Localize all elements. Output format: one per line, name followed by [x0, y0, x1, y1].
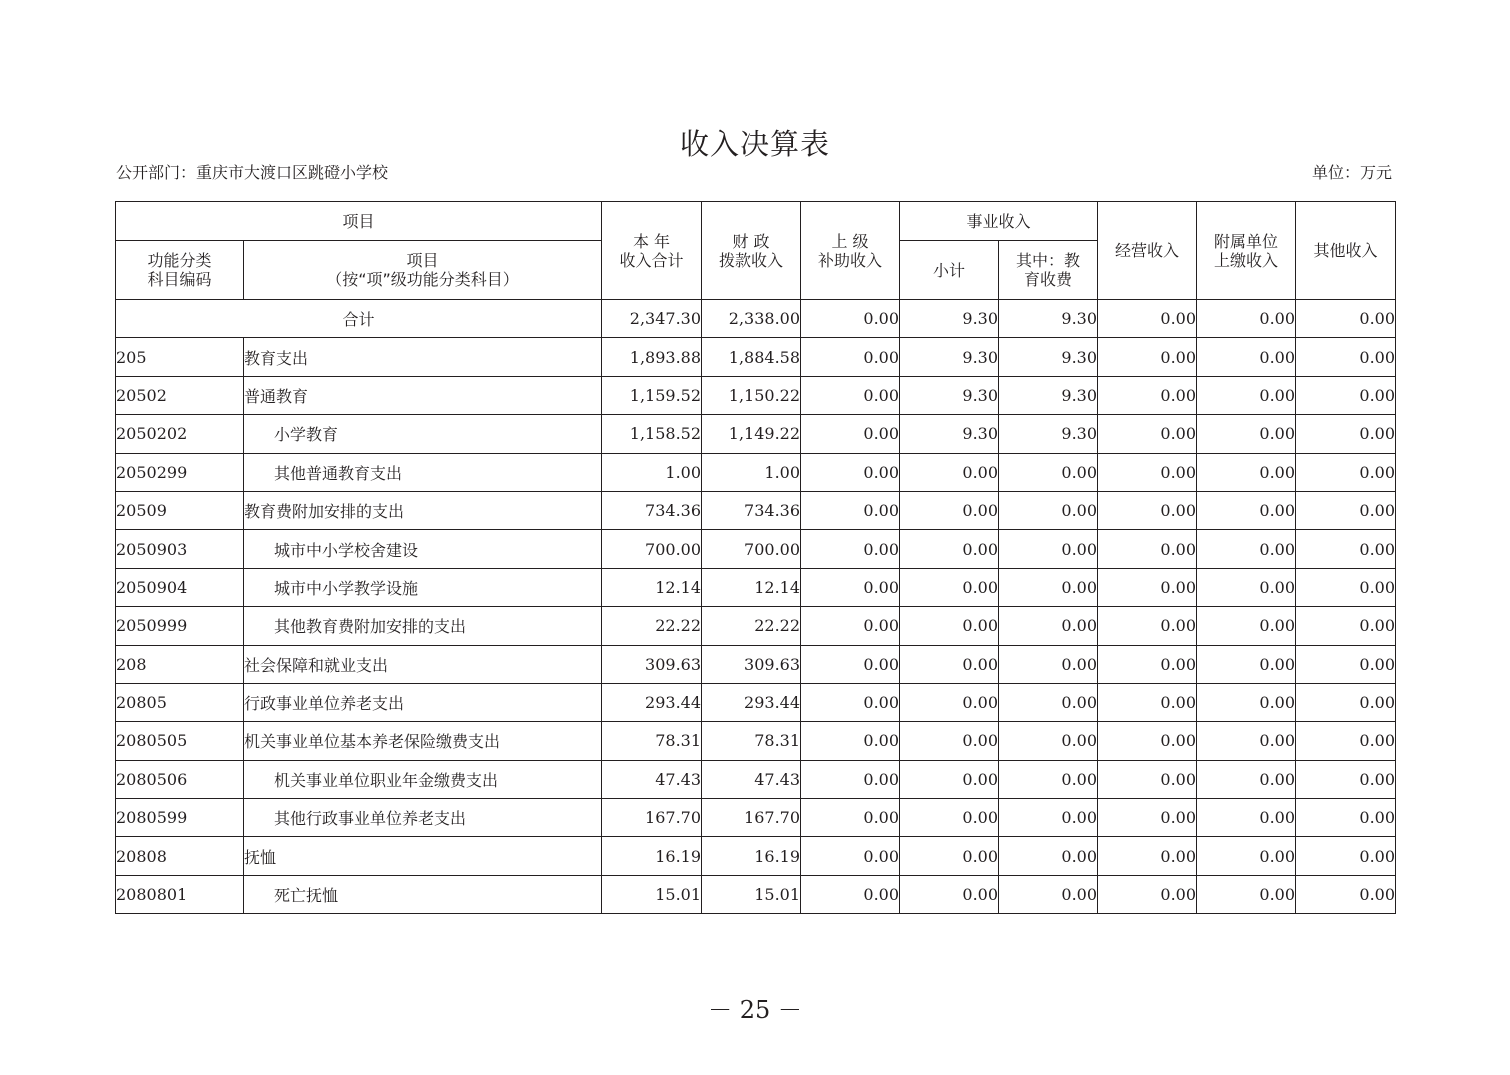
function-code-cell: 20502 — [116, 376, 244, 414]
item-name-cell: 小学教育 — [244, 415, 602, 453]
page-number: － 25 － — [708, 996, 802, 1024]
amount-cell: 12.14 — [602, 568, 702, 606]
amount-cell: 0.00 — [1197, 607, 1296, 645]
amount-cell: 0.00 — [801, 875, 900, 913]
amount-cell: 15.01 — [702, 875, 801, 913]
total-cell: 0.00 — [1296, 300, 1396, 338]
item-name-cell: 普通教育 — [244, 376, 602, 414]
function-code-cell: 208 — [116, 645, 244, 683]
total-cell: 9.30 — [900, 300, 999, 338]
amount-cell: 0.00 — [1296, 645, 1396, 683]
amount-cell: 0.00 — [1098, 376, 1197, 414]
amount-cell: 0.00 — [1197, 837, 1296, 875]
amount-cell: 0.00 — [1098, 491, 1197, 529]
amount-cell: 167.70 — [602, 799, 702, 837]
item-name-cell: 机关事业单位基本养老保险缴费支出 — [244, 722, 602, 760]
total-cell: 9.30 — [999, 300, 1098, 338]
amount-cell: 0.00 — [900, 491, 999, 529]
amount-cell: 15.01 — [602, 875, 702, 913]
function-code-cell: 20808 — [116, 837, 244, 875]
amount-cell: 0.00 — [1098, 722, 1197, 760]
item-name-cell: 机关事业单位职业年金缴费支出 — [244, 760, 602, 798]
amount-cell: 0.00 — [1296, 722, 1396, 760]
amount-cell: 0.00 — [900, 760, 999, 798]
function-code-cell: 2050904 — [116, 568, 244, 606]
table-row — [116, 530, 1396, 568]
amount-cell: 9.30 — [999, 376, 1098, 414]
amount-cell: 0.00 — [1197, 338, 1296, 376]
amount-cell: 0.00 — [1098, 645, 1197, 683]
item-name-cell: 城市中小学校舍建设 — [244, 530, 602, 568]
amount-cell: 700.00 — [602, 530, 702, 568]
amount-cell: 293.44 — [602, 683, 702, 721]
function-code-cell: 2080506 — [116, 760, 244, 798]
amount-cell: 22.22 — [602, 607, 702, 645]
amount-cell: 0.00 — [900, 683, 999, 721]
amount-cell: 0.00 — [1197, 645, 1296, 683]
function-code-cell: 2080801 — [116, 875, 244, 913]
amount-cell: 0.00 — [999, 760, 1098, 798]
amount-cell: 309.63 — [702, 645, 801, 683]
function-code-cell: 2080505 — [116, 722, 244, 760]
header-project: 项目 — [116, 202, 602, 241]
amount-cell: 0.00 — [801, 722, 900, 760]
amount-cell: 0.00 — [1296, 530, 1396, 568]
function-code-cell: 20805 — [116, 683, 244, 721]
function-code-cell: 2050999 — [116, 607, 244, 645]
amount-cell: 1.00 — [702, 453, 801, 491]
function-code-cell: 2050202 — [116, 415, 244, 453]
amount-cell: 0.00 — [999, 645, 1098, 683]
item-name-cell: 行政事业单位养老支出 — [244, 683, 602, 721]
item-name-cell: 城市中小学教学设施 — [244, 568, 602, 606]
item-name-cell: 社会保障和就业支出 — [244, 645, 602, 683]
amount-cell: 0.00 — [1098, 607, 1197, 645]
table-row — [116, 607, 1396, 645]
amount-cell: 9.30 — [900, 376, 999, 414]
amount-cell: 0.00 — [801, 376, 900, 414]
amount-cell: 0.00 — [1296, 376, 1396, 414]
amount-cell: 0.00 — [999, 530, 1098, 568]
amount-cell: 0.00 — [1098, 837, 1197, 875]
amount-cell: 0.00 — [1296, 453, 1396, 491]
amount-cell: 0.00 — [801, 415, 900, 453]
amount-cell: 1,149.22 — [702, 415, 801, 453]
amount-cell: 0.00 — [801, 338, 900, 376]
amount-cell: 0.00 — [1197, 491, 1296, 529]
amount-cell: 0.00 — [1098, 530, 1197, 568]
amount-cell: 0.00 — [999, 837, 1098, 875]
header-other-income: 其他收入 — [1296, 202, 1396, 300]
table-row — [116, 453, 1396, 491]
amount-cell: 1,884.58 — [702, 338, 801, 376]
amount-cell: 1,158.52 — [602, 415, 702, 453]
amount-cell: 0.00 — [1197, 683, 1296, 721]
amount-cell: 0.00 — [1296, 875, 1396, 913]
item-name-cell: 其他行政事业单位养老支出 — [244, 799, 602, 837]
amount-cell: 12.14 — [702, 568, 801, 606]
header-business-education-fees: 其中：教 育收费 — [999, 241, 1098, 300]
amount-cell: 0.00 — [801, 799, 900, 837]
amount-cell: 1,150.22 — [702, 376, 801, 414]
amount-cell: 0.00 — [1296, 683, 1396, 721]
amount-cell: 0.00 — [1197, 376, 1296, 414]
amount-cell: 0.00 — [1296, 760, 1396, 798]
income-final-accounts-table — [115, 201, 1396, 914]
amount-cell: 1.00 — [602, 453, 702, 491]
amount-cell: 0.00 — [999, 875, 1098, 913]
total-cell: 2,347.30 — [602, 300, 702, 338]
table-header — [116, 202, 1396, 300]
amount-cell: 0.00 — [999, 607, 1098, 645]
amount-cell: 0.00 — [801, 568, 900, 606]
table-row — [116, 568, 1396, 606]
amount-cell: 0.00 — [1098, 760, 1197, 798]
amount-cell: 0.00 — [801, 453, 900, 491]
amount-cell: 9.30 — [900, 338, 999, 376]
item-name-cell: 其他教育费附加安排的支出 — [244, 607, 602, 645]
amount-cell: 734.36 — [702, 491, 801, 529]
amount-cell: 0.00 — [1098, 568, 1197, 606]
function-code-cell: 2050299 — [116, 453, 244, 491]
amount-cell: 0.00 — [801, 491, 900, 529]
amount-cell: 309.63 — [602, 645, 702, 683]
amount-cell: 0.00 — [1296, 837, 1396, 875]
amount-cell: 16.19 — [602, 837, 702, 875]
amount-cell: 0.00 — [1296, 607, 1396, 645]
amount-cell: 9.30 — [900, 415, 999, 453]
amount-cell: 0.00 — [999, 799, 1098, 837]
amount-cell: 9.30 — [999, 415, 1098, 453]
amount-cell: 0.00 — [801, 607, 900, 645]
header-function-code: 功能分类 科目编码 — [116, 241, 244, 300]
unit-label: 单位：万元 — [1311, 163, 1392, 182]
amount-cell: 0.00 — [900, 568, 999, 606]
amount-cell: 16.19 — [702, 837, 801, 875]
table-row — [116, 645, 1396, 683]
amount-cell: 0.00 — [900, 837, 999, 875]
amount-cell: 0.00 — [1197, 875, 1296, 913]
amount-cell: 78.31 — [702, 722, 801, 760]
function-code-cell: 20509 — [116, 491, 244, 529]
amount-cell: 0.00 — [900, 722, 999, 760]
total-label: 合计 — [116, 300, 602, 338]
amount-cell: 0.00 — [999, 568, 1098, 606]
amount-cell: 22.22 — [702, 607, 801, 645]
total-cell: 0.00 — [1197, 300, 1296, 338]
amount-cell: 0.00 — [1296, 338, 1396, 376]
item-name-cell: 其他普通教育支出 — [244, 453, 602, 491]
table-row — [116, 722, 1396, 760]
function-code-cell: 2050903 — [116, 530, 244, 568]
amount-cell: 78.31 — [602, 722, 702, 760]
amount-cell: 700.00 — [702, 530, 801, 568]
amount-cell: 0.00 — [801, 760, 900, 798]
amount-cell: 0.00 — [801, 683, 900, 721]
amount-cell: 47.43 — [702, 760, 801, 798]
amount-cell: 0.00 — [900, 530, 999, 568]
header-total-income: 本 年 收入合计 — [602, 202, 702, 300]
header-fiscal-appropriation: 财 政 拨款收入 — [702, 202, 801, 300]
amount-cell: 0.00 — [801, 645, 900, 683]
table-row — [116, 338, 1396, 376]
table-row — [116, 760, 1396, 798]
amount-cell: 0.00 — [1296, 415, 1396, 453]
amount-cell: 167.70 — [702, 799, 801, 837]
header-business-subtotal: 小计 — [900, 241, 999, 300]
amount-cell: 0.00 — [1197, 799, 1296, 837]
table-body — [116, 300, 1396, 914]
amount-cell: 0.00 — [1296, 491, 1396, 529]
item-name-cell: 死亡抚恤 — [244, 875, 602, 913]
item-name-cell: 抚恤 — [244, 837, 602, 875]
header-operating-income: 经营收入 — [1098, 202, 1197, 300]
amount-cell: 293.44 — [702, 683, 801, 721]
amount-cell: 0.00 — [1197, 722, 1296, 760]
amount-cell: 0.00 — [999, 683, 1098, 721]
table-row — [116, 415, 1396, 453]
amount-cell: 9.30 — [999, 338, 1098, 376]
amount-cell: 0.00 — [1098, 453, 1197, 491]
table-row — [116, 875, 1396, 913]
amount-cell: 0.00 — [999, 453, 1098, 491]
table-row — [116, 799, 1396, 837]
total-row — [116, 300, 1396, 338]
amount-cell: 0.00 — [1197, 568, 1296, 606]
amount-cell: 734.36 — [602, 491, 702, 529]
department-label: 公开部门：重庆市大渡口区跳磴小学校 — [116, 163, 389, 182]
total-cell: 0.00 — [801, 300, 900, 338]
amount-cell: 1,159.52 — [602, 376, 702, 414]
amount-cell: 0.00 — [1296, 568, 1396, 606]
total-cell: 0.00 — [1098, 300, 1197, 338]
amount-cell: 0.00 — [1197, 453, 1296, 491]
function-code-cell: 2080599 — [116, 799, 244, 837]
amount-cell: 0.00 — [999, 722, 1098, 760]
table-row — [116, 376, 1396, 414]
header-item-name: 项目 （按“项”级功能分类科目） — [244, 241, 602, 300]
item-name-cell: 教育支出 — [244, 338, 602, 376]
amount-cell: 0.00 — [900, 607, 999, 645]
item-name-cell: 教育费附加安排的支出 — [244, 491, 602, 529]
amount-cell: 0.00 — [801, 530, 900, 568]
amount-cell: 0.00 — [900, 453, 999, 491]
header-superior-subsidy: 上 级 补助收入 — [801, 202, 900, 300]
header-affiliated-income: 附属单位 上缴收入 — [1197, 202, 1296, 300]
table-row — [116, 683, 1396, 721]
table-row — [116, 491, 1396, 529]
table-row — [116, 837, 1396, 875]
header-business-income: 事业收入 — [900, 202, 1098, 241]
amount-cell: 47.43 — [602, 760, 702, 798]
amount-cell: 0.00 — [999, 491, 1098, 529]
amount-cell: 0.00 — [1098, 338, 1197, 376]
amount-cell: 1,893.88 — [602, 338, 702, 376]
amount-cell: 0.00 — [801, 837, 900, 875]
amount-cell: 0.00 — [1098, 415, 1197, 453]
function-code-cell: 205 — [116, 338, 244, 376]
total-cell: 2,338.00 — [702, 300, 801, 338]
amount-cell: 0.00 — [900, 875, 999, 913]
page-title: 收入决算表 — [679, 127, 830, 161]
amount-cell: 0.00 — [1098, 875, 1197, 913]
amount-cell: 0.00 — [1197, 760, 1296, 798]
amount-cell: 0.00 — [1197, 415, 1296, 453]
amount-cell: 0.00 — [1098, 799, 1197, 837]
amount-cell: 0.00 — [1296, 799, 1396, 837]
amount-cell: 0.00 — [1197, 530, 1296, 568]
amount-cell: 0.00 — [1098, 683, 1197, 721]
amount-cell: 0.00 — [900, 645, 999, 683]
amount-cell: 0.00 — [900, 799, 999, 837]
